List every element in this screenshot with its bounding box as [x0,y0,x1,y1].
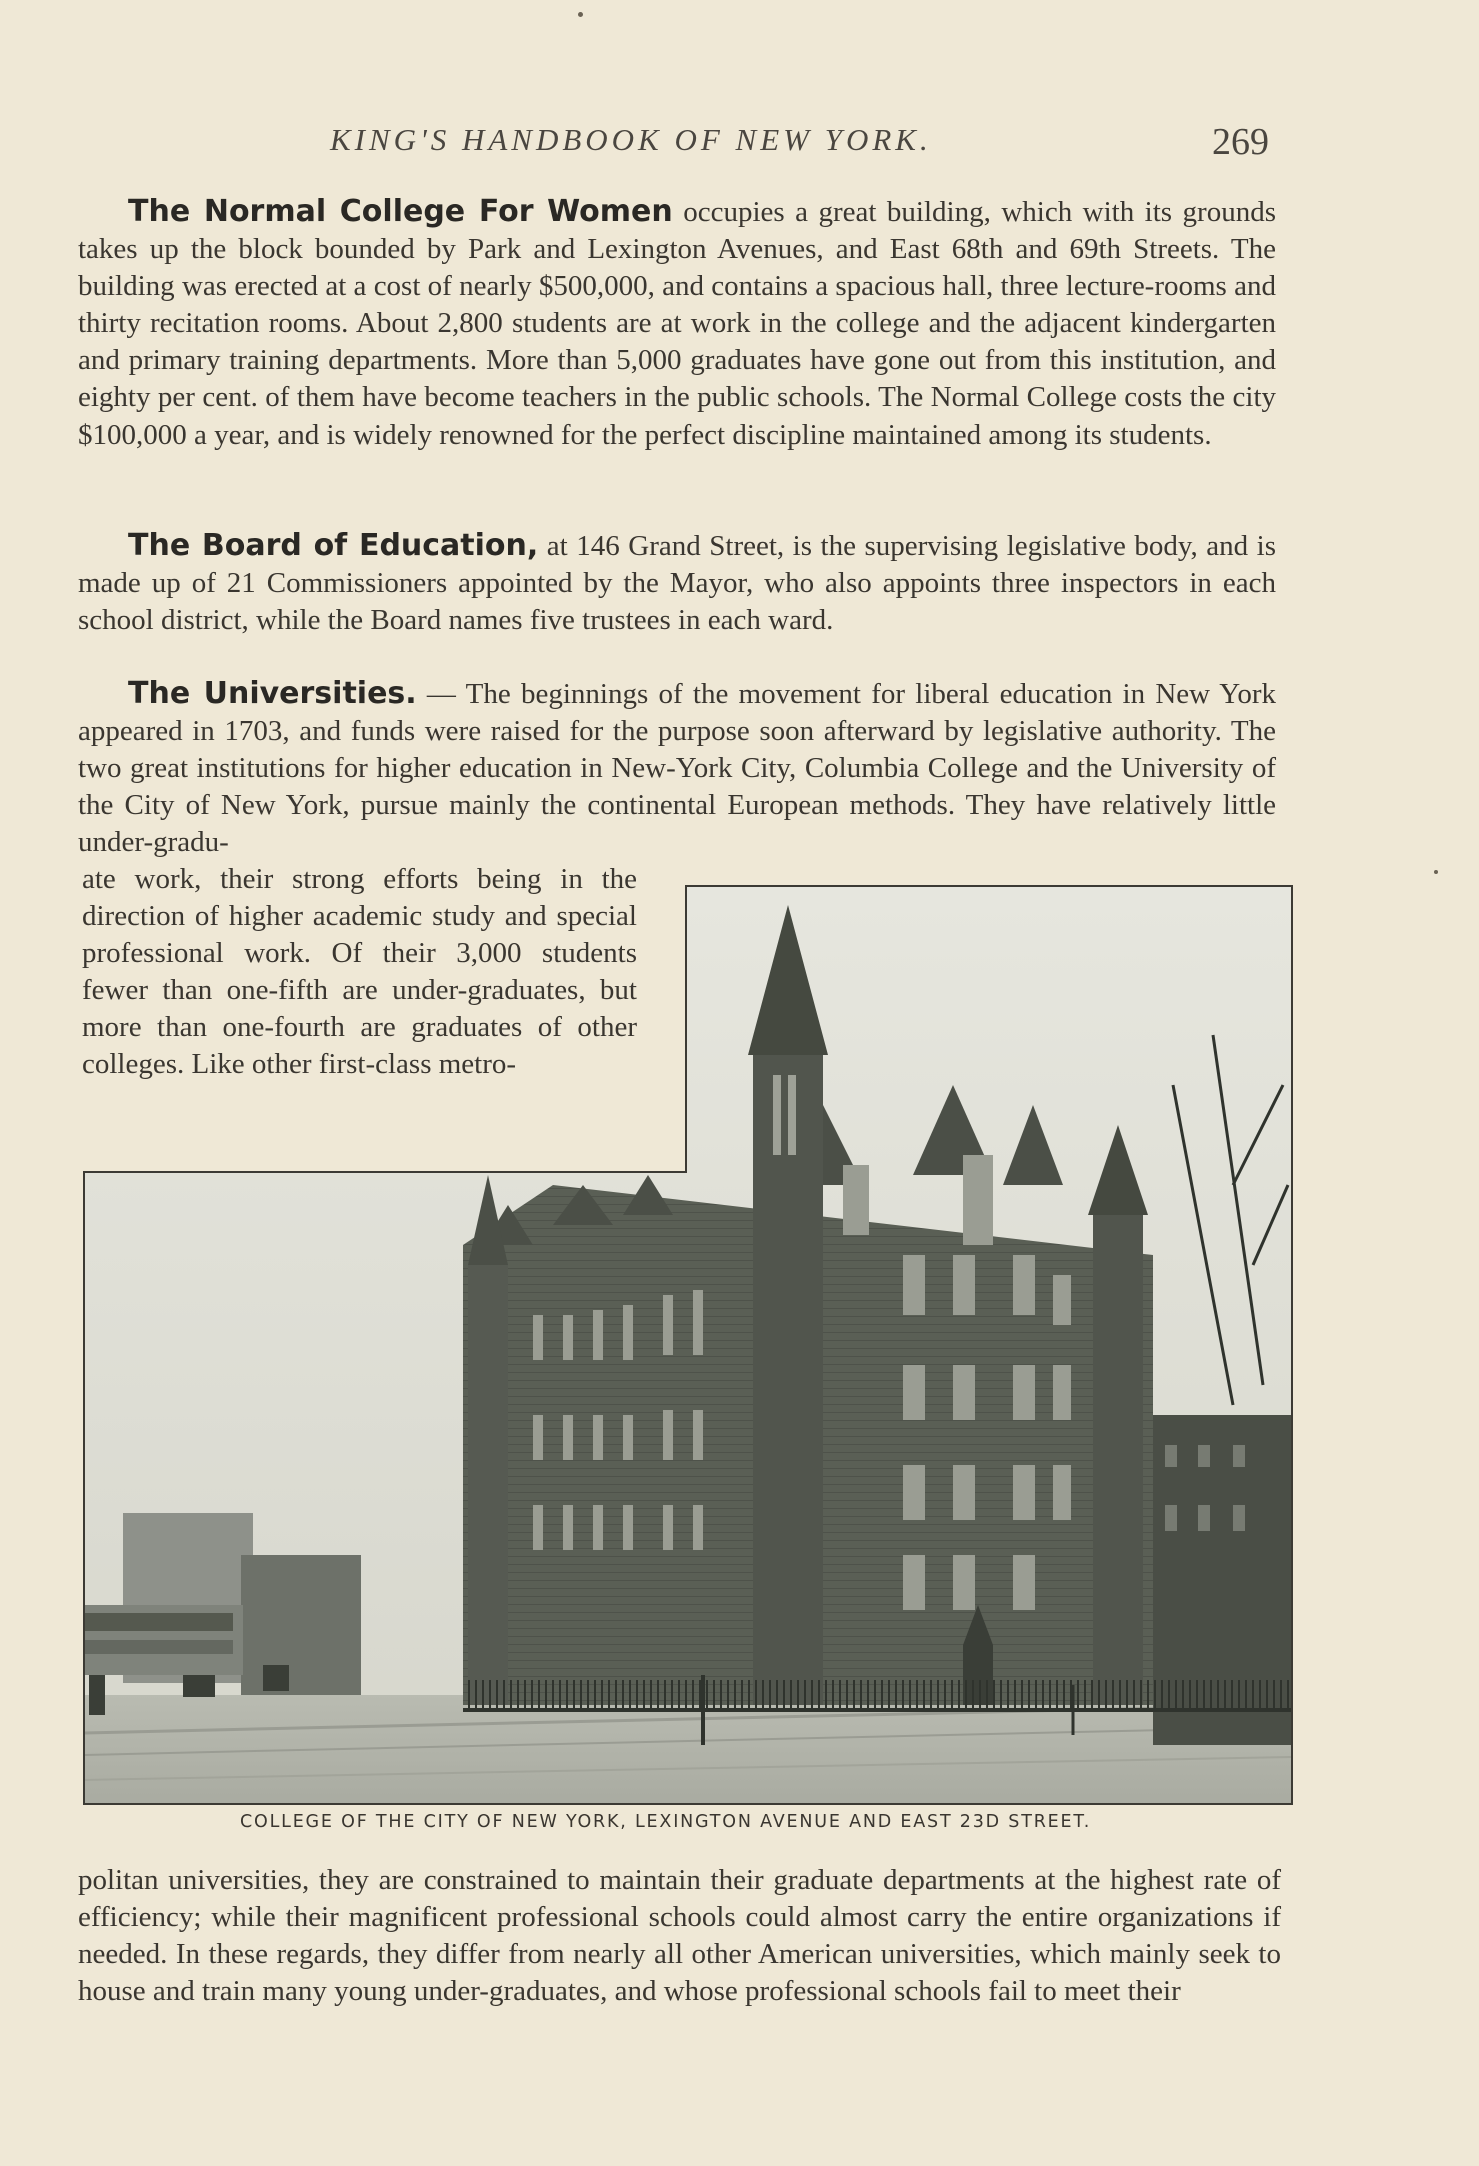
paragraph-heading: The Board of Education, [128,528,539,563]
paragraph-heading: The Normal College For Women [128,194,673,229]
page-number: 269 [1212,121,1269,163]
paragraph-continuation: politan universities, they are constrained to maintain their graduate departments at the highest rate of efficiency; while their magnificent professional schools could almost carry the entire organizations if needed. In these regards, they differ from nearly all other American universities, which mainly seek to house and train many young under-graduates, and whose professional schools fail to meet their [78,1864,1281,2008]
paragraph-normal-college [78,193,1276,454]
paragraph-heading: The Universities. [128,676,417,711]
paragraph-body: at 146 Grand Street, is the supervising legislative body, and is made up of 21 Commissioners appointed by the Mayor, who also appoints three inspectors in each school district, while the Board names five trustees in each ward. [78,530,1277,637]
paragraph-universities [78,675,1276,861]
running-head-title: KING'S HANDBOOK OF NEW YORK. [330,122,932,157]
paragraph-board-of-education [78,527,1276,639]
paragraph-body: — The beginnings of the movement for liberal education in New York appeared in 1703, and funds were raised for the purpose soon afterward by legislative authority. The two great institutions for higher education in New-York City, Columbia College and the University of the City of New York, pursue mainly the continental European methods. They have relatively little under-gradu- [78,678,1276,859]
college-photograph [83,885,1293,1805]
paragraph-wrap-text: ate work, their strong efforts being in the direction of higher academic study and special professional work. Of their 3,000 students fewer than one-fifth are under-graduates, but more than one-fourth are graduates of other colleges. Like other first-class metro- [82,863,637,1081]
paragraph-body: occupies a great building, which with its grounds takes up the block bounded by Park and Lexington Avenues, and East 68th and 69th Streets. The building was erected at a cost of nearly $500,000, and contains a spacious hall, three lecture-rooms and thirty recitation rooms. About 2,800 students are at work in the college and the adjacent kindergarten and primary training departments. More than 5,000 graduates have gone out from this institution, and eighty per cent. of them have become teachers in the public schools. The Normal College costs the city $100,000 a year, and is widely renowned for the perfect discipline maintained among its students. [78,196,1276,451]
paper-speck [578,12,583,17]
paper-speck [1434,870,1438,874]
figure-caption: COLLEGE OF THE CITY OF NEW YORK, LEXINGTON AVENUE AND EAST 23D STREET. [240,1812,1092,1832]
